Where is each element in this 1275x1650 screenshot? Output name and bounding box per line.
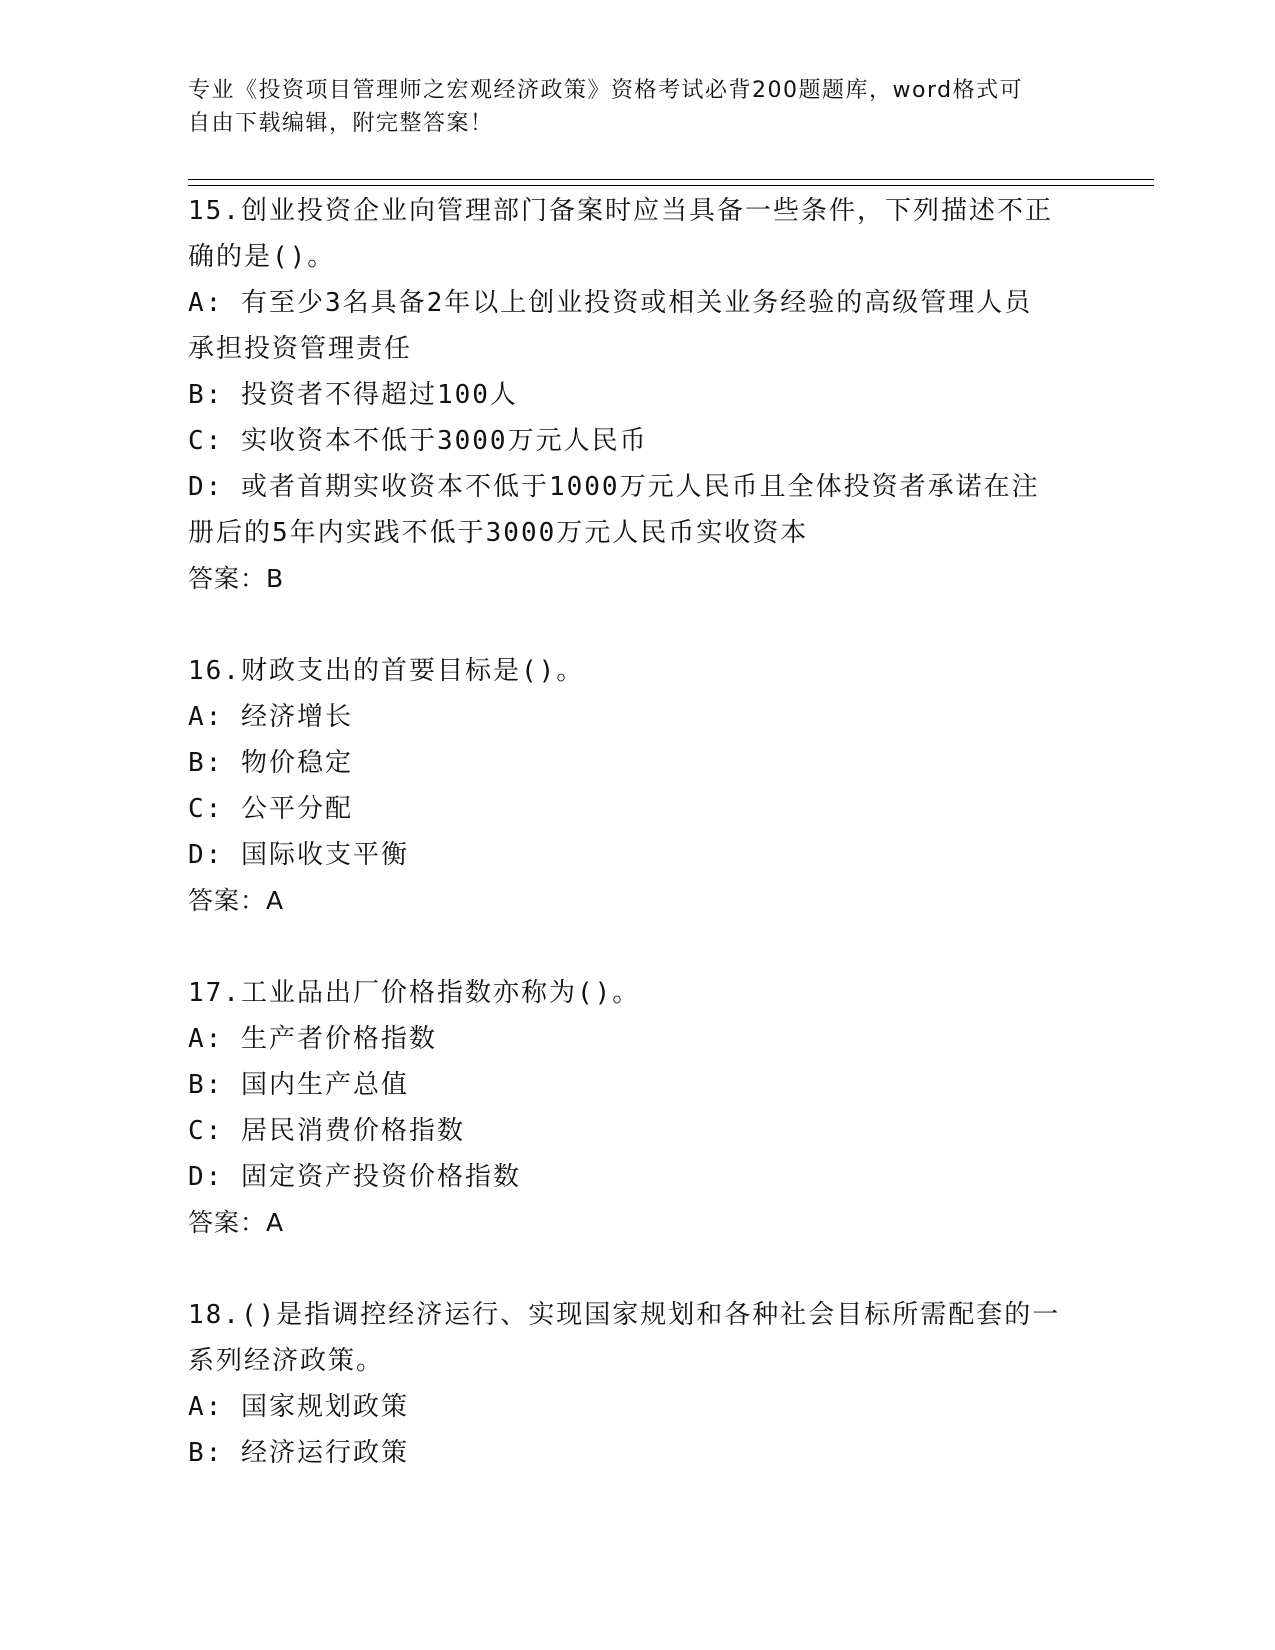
question-list [188,188,1088,1476]
option-b: B: 投资者不得超过100人 [188,380,518,410]
question-stem: 17.工业品出厂价格指数亦称为()。 [188,978,641,1008]
option-a-continued: 承担投资管理责任 [188,334,413,364]
answer-text: 答案：A [188,886,285,915]
question-stem: 系列经济政策。 [188,1346,385,1376]
header-divider-bottom [188,185,1154,186]
option-c: C: 实收资本不低于3000万元人民币 [188,426,648,456]
question-18 [188,1292,1088,1476]
question-stem: 18.()是指调控经济运行、实现国家规划和各种社会目标所需配套的一 [188,1300,1061,1330]
question-15 [188,188,1088,602]
option-b: B: 经济运行政策 [188,1438,409,1468]
option-b: B: 国内生产总值 [188,1070,409,1100]
header-divider-top [188,179,1154,180]
answer-text: 答案：B [188,564,285,593]
option-c: C: 公平分配 [188,794,353,824]
option-c: C: 居民消费价格指数 [188,1116,465,1146]
option-d: D: 国际收支平衡 [188,840,409,870]
header-line-1: 专业《投资项目管理师之宏观经济政策》资格考试必背200题题库，word格式可 [188,78,1024,103]
answer-text: 答案：A [188,1208,285,1237]
option-d-continued: 册后的5年内实践不低于3000万元人民币实收资本 [188,518,809,548]
question-stem: 确的是()。 [188,242,336,272]
header-line-2: 自由下载编辑，附完整答案！ [188,111,494,136]
option-a: A: 有至少3名具备2年以上创业投资或相关业务经验的高级管理人员 [188,288,1033,318]
question-17 [188,970,1088,1246]
question-16 [188,648,1088,924]
option-b: B: 物价稳定 [188,748,353,778]
question-stem: 15.创业投资企业向管理部门备案时应当具备一些条件，下列描述不正 [188,196,1053,226]
option-d: D: 固定资产投资价格指数 [188,1162,521,1192]
option-d: D: 或者首期实收资本不低于1000万元人民币且全体投资者承诺在注 [188,472,1040,502]
option-a: A: 国家规划政策 [188,1392,409,1422]
document-header [188,74,1068,140]
question-stem: 16.财政支出的首要目标是()。 [188,656,585,686]
option-a: A: 经济增长 [188,702,353,732]
option-a: A: 生产者价格指数 [188,1024,437,1054]
